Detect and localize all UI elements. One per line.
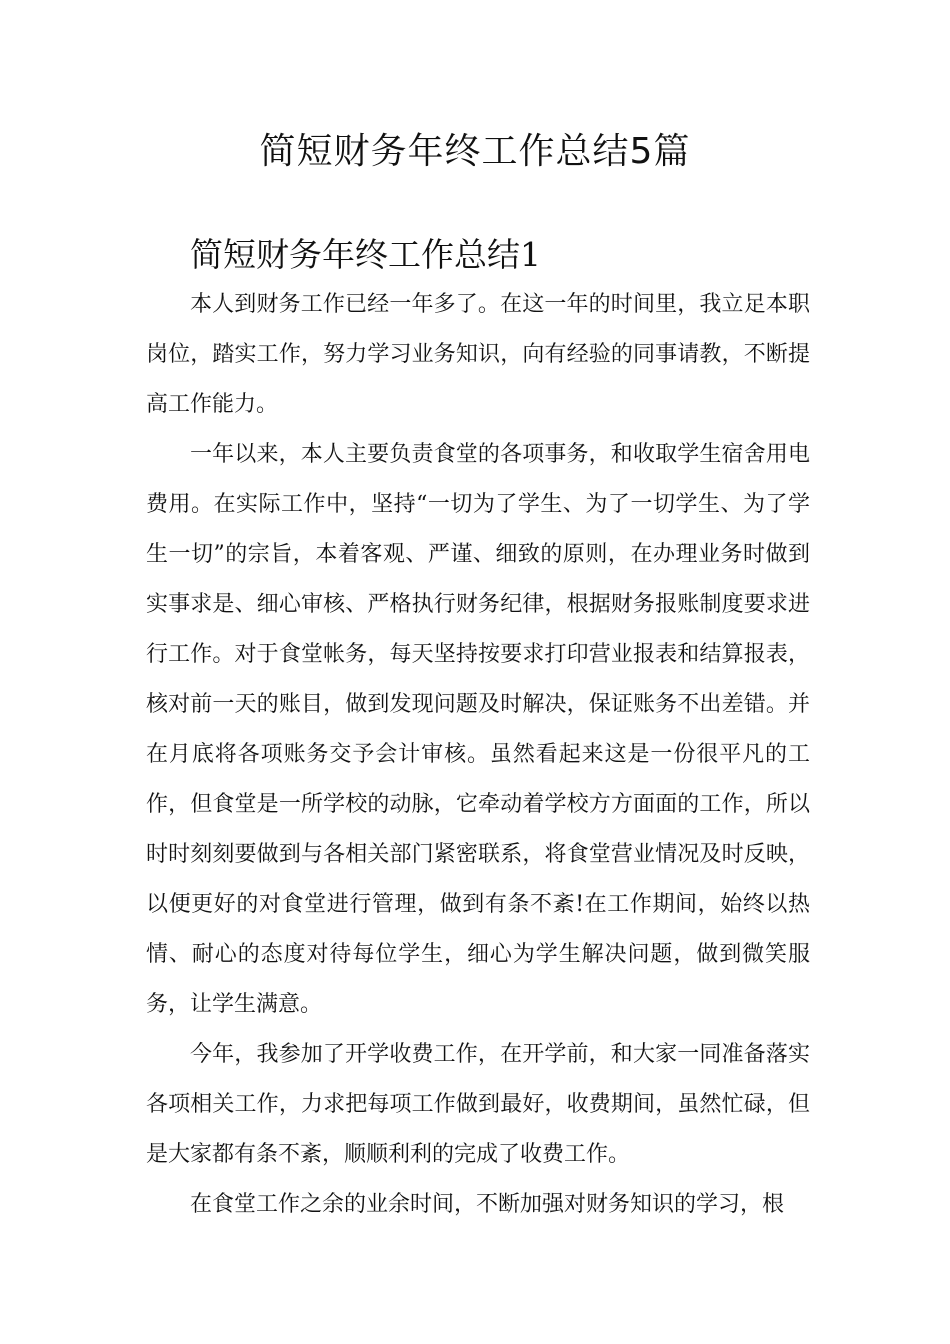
section-heading: 简短财务年终工作总结1 <box>190 235 541 274</box>
document-title: 简短财务年终工作总结5篇 <box>259 131 691 172</box>
paragraph-2: 一年以来，本人主要负责食堂的各项事务，和收取学生宿舍用电费用。在实际工作中，坚持“一切为了学生、为了一切学生、为了学生一切”的宗旨，本着客观、严谨、细致的原则，在办理业务时做到实事求是、细心审核、严格执行财务纪律，根据财务报账制度要求进行工作。对于食堂帐务，每天坚持按要求打印营业报表和结算报表，核对前一天的账目，做到发现问题及时解决，保证账务不出差错。并在月底将各项账务交予会计审核。虽然看起来这是一份很平凡的工作，但食堂是一所学校的动脉，它牵动着学校方方面面的工作，所以时时刻刻要做到与各相关部门紧密联系，将食堂营业情况及时反映，以便更好的对食堂进行管理，做到有条不紊!在工作期间，始终以热情、耐心的态度对待每位学生，细心为学生解决问题，做到微笑服务，让学生满意。 <box>146 442 810 1017</box>
paragraph-1: 本人到财务工作已经一年多了。在这一年的时间里，我立足本职岗位，踏实工作，努力学习业务知识，向有经验的同事请教，不断提高工作能力。 <box>146 292 810 417</box>
paragraph-3: 今年，我参加了开学收费工作，在开学前，和大家一同准备落实各项相关工作，力求把每项工作做到最好，收费期间，虽然忙碌，但是大家都有条不紊，顺顺利利的完成了收费工作。 <box>146 1042 810 1167</box>
paragraph-4: 在食堂工作之余的业余时间，不断加强对财务知识的学习，根 <box>190 1192 785 1217</box>
document-body <box>146 230 810 1230</box>
